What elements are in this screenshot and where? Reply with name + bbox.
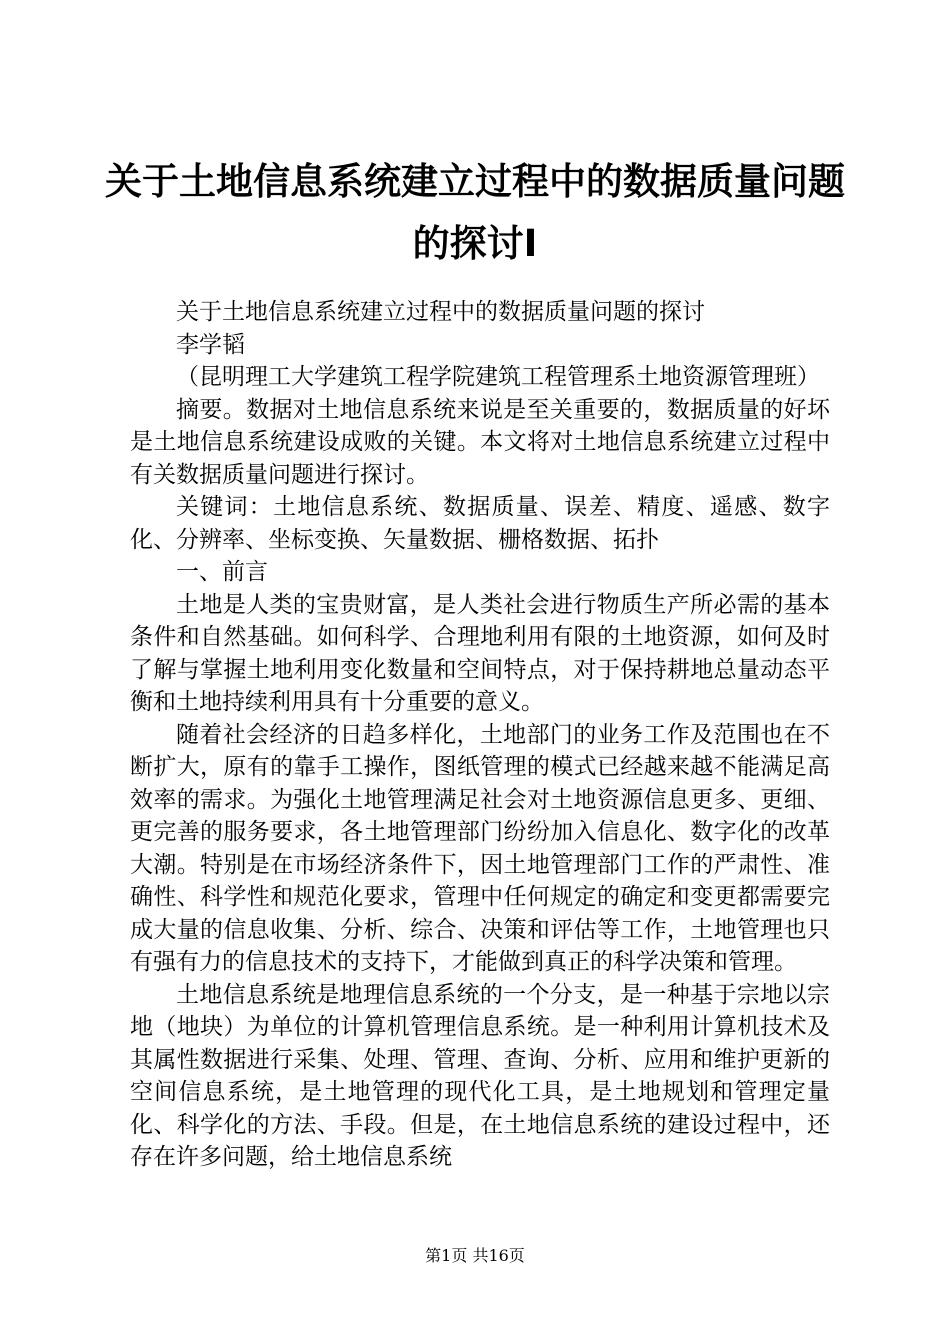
body-paragraph: 土地信息系统是地理信息系统的一个分支，是一种基于宗地以宗地（地块）为单位的计算机管理信息系统。是一种利用计算机技术及其属性数据进行采集、处理、管理、查询、分析、应用和维护更新的空间信息系统，是土地管理的现代化工具，是土地规划和管理定量化、科学化的方法、手段。但是，在土地信息系统的建设过程中，还存在许多问题，给土地信息系统 — [130, 981, 830, 1170]
document-body — [130, 296, 830, 1174]
author-paragraph: 李学韬 — [176, 331, 245, 358]
abstract-paragraph: 摘要。数据对土地信息系统来说是至关重要的，数据质量的好坏是土地信息系统建设成败的关键。本文将对土地信息系统建立过程中有关数据质量问题进行探讨。 — [130, 396, 830, 488]
section-heading-preface: 一、前言 — [176, 559, 268, 585]
document-title-line1: 关于土地信息系统建立过程中的数据质量问题 — [105, 160, 845, 203]
document-title-line2: 的探讨Ⅰ — [412, 222, 538, 265]
affiliation-paragraph: （昆明理工大学建筑工程学院建筑工程管理系土地资源管理班） — [176, 364, 820, 390]
keywords-paragraph: 关键词：土地信息系统、数据质量、误差、精度、遥感、数字化、分辨率、坐标变换、矢量数据、栅格数据、拓扑 — [130, 494, 830, 553]
body-paragraph: 随着社会经济的日趋多样化，土地部门的业务工作及范围也在不断扩大，原有的靠手工操作，图纸管理的模式已经越来越不能满足高效率的需求。为强化土地管理满足社会对土地资源信息更多、更细、更完善的服务要求，各土地管理部门纷纷加入信息化、数字化的改革大潮。特别是在市场经济条件下，因土地管理部门工作的严肃性、准确性、科学性和规范化要求，管理中任何规定的确定和变更都需要完成大量的信息收集、分析、综合、决策和评估等工作，土地管理也只有强有力的信息技术的支持下，才能做到真正的科学决策和管理。 — [130, 721, 830, 975]
subtitle-paragraph: 关于土地信息系统建立过程中的数据质量问题的探讨 — [176, 299, 705, 325]
page-footer: 第1页 共16页 — [425, 1246, 525, 1265]
body-paragraph: 土地是人类的宝贵财富，是人类社会进行物质生产所必需的基本条件和自然基础。如何科学、合理地利用有限的土地资源，如何及时了解与掌握土地利用变化数量和空间特点，对于保持耕地总量动态平衡和土地持续利用具有十分重要的意义。 — [130, 591, 830, 715]
